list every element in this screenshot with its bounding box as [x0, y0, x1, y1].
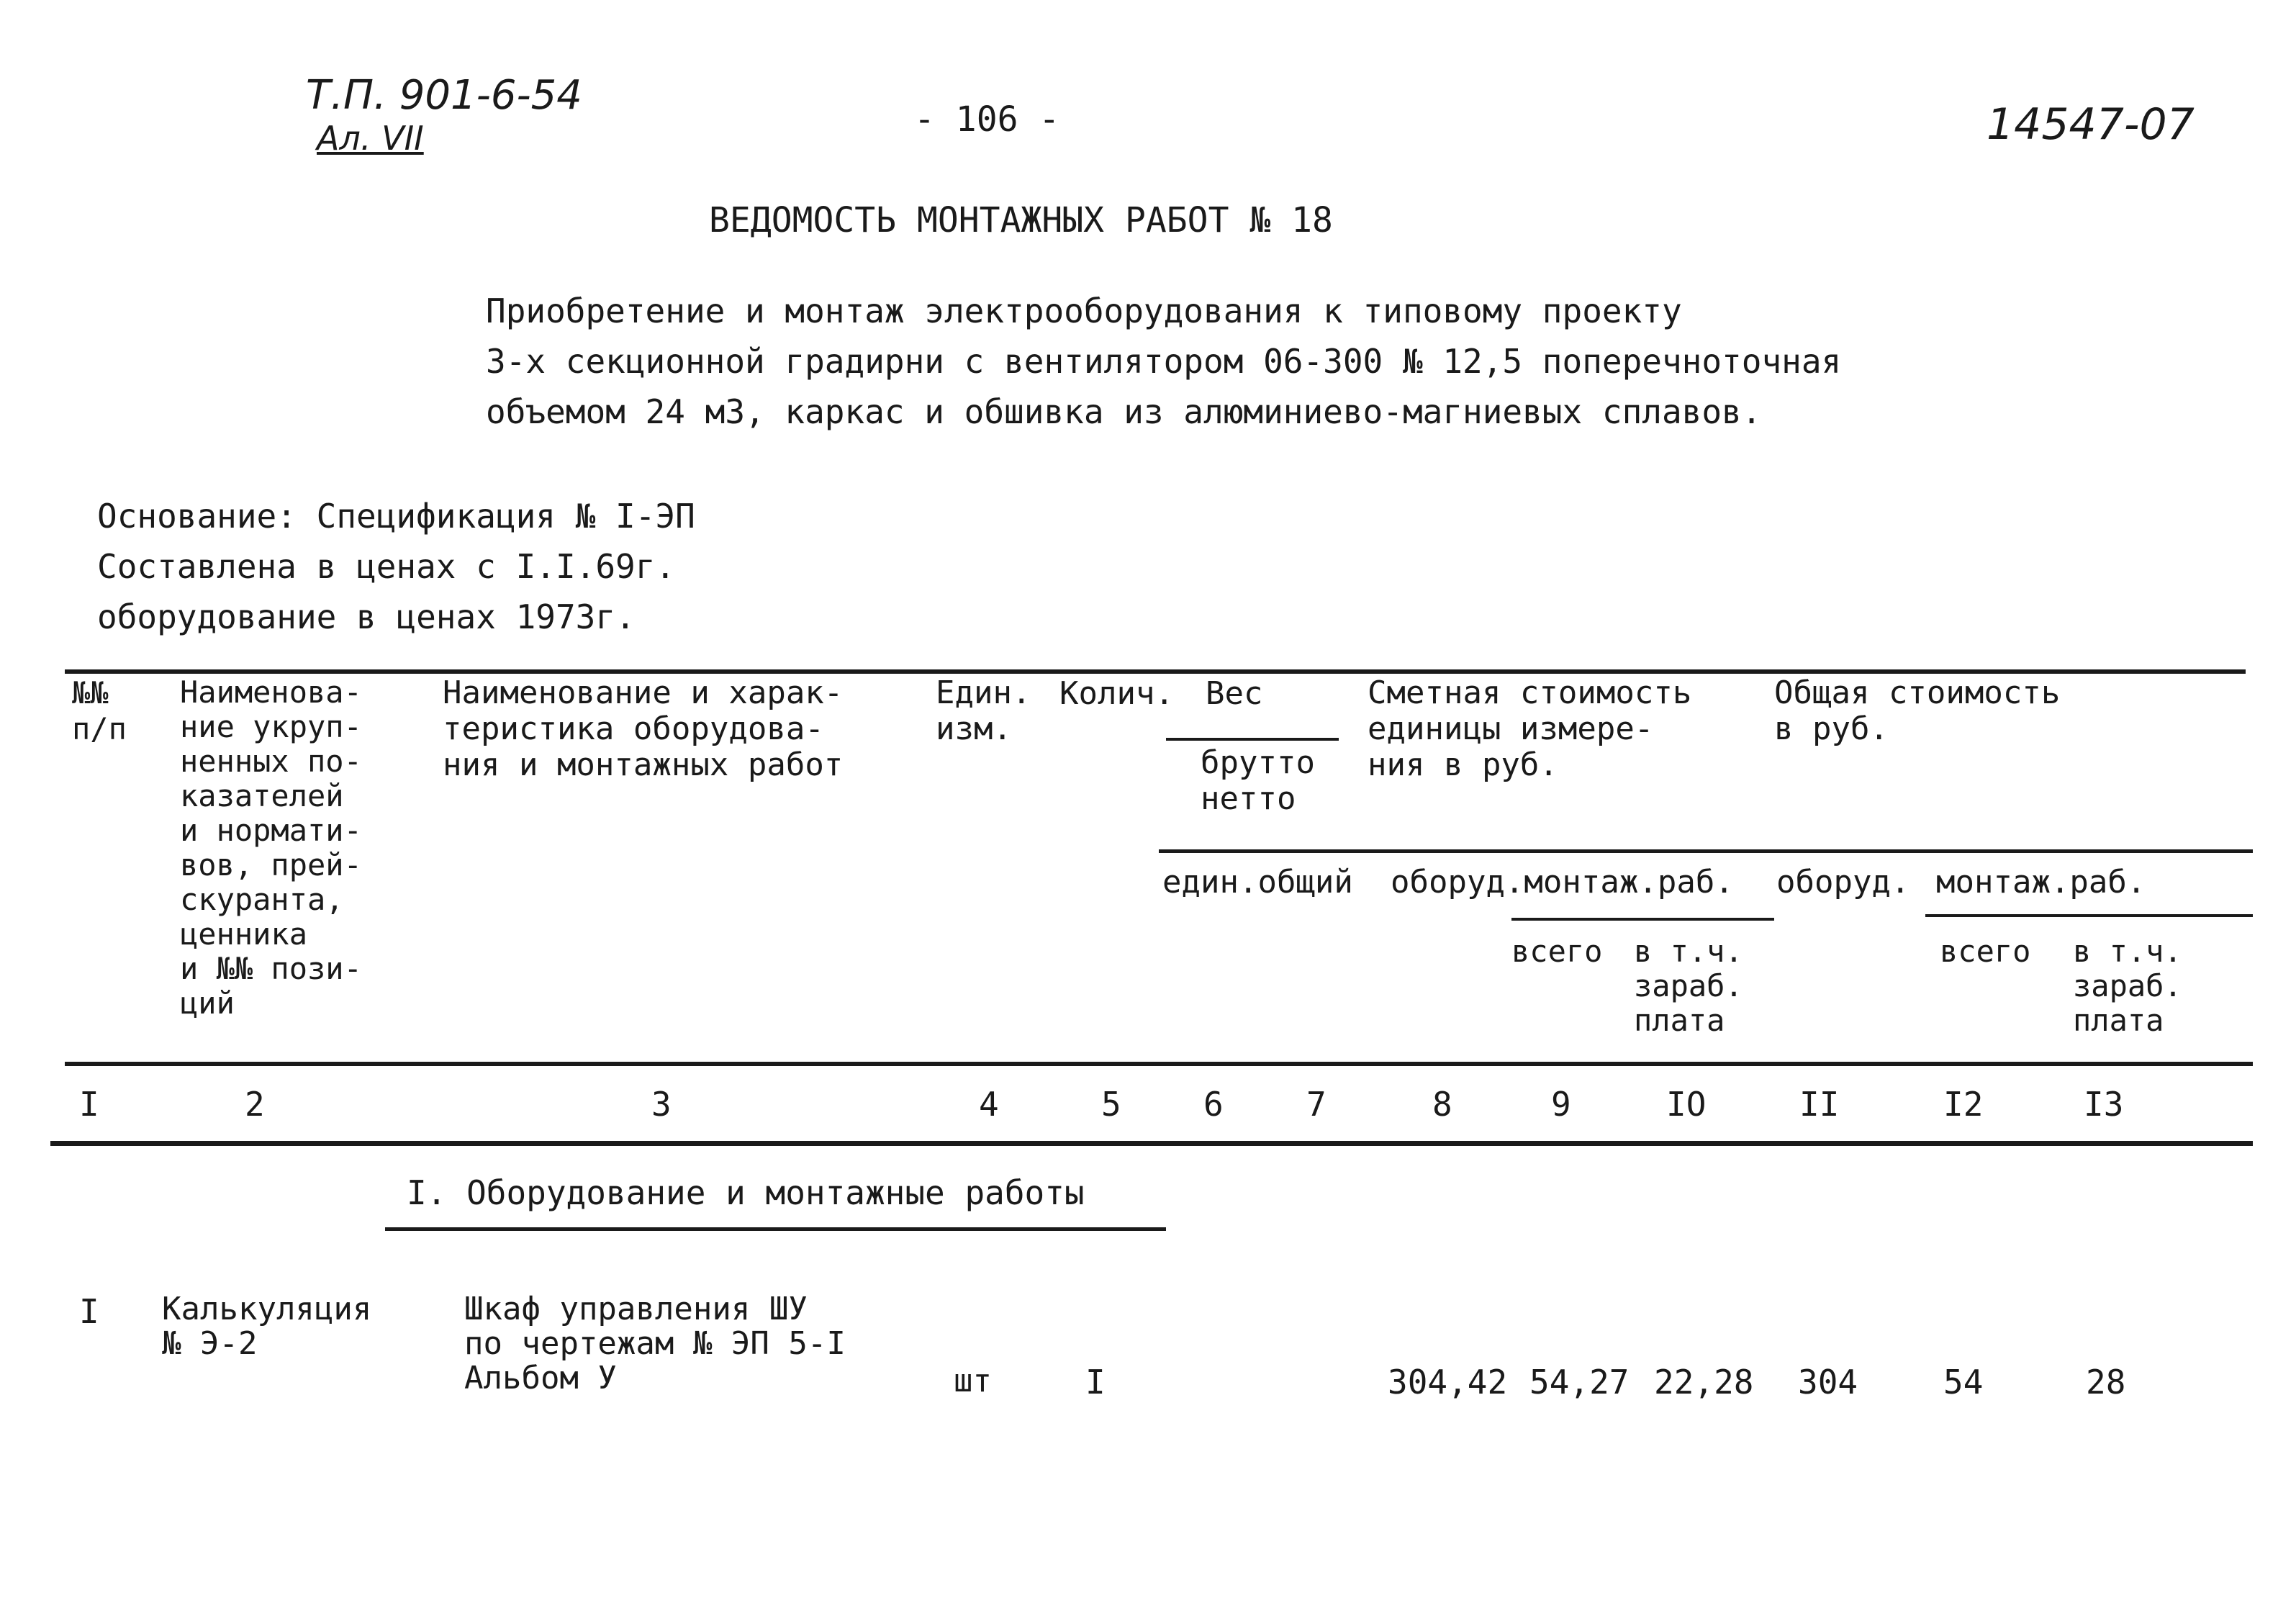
- description-line-1: Приобретение и монтаж электрооборудования к типовому проекту: [486, 292, 1682, 330]
- description-line-2: 3-х секционной градирни с вентилятором 06-300 № 12,5 поперечноточная: [486, 342, 1842, 381]
- header-total-equipment: оборуд.: [1776, 864, 1910, 900]
- header-number: №№ п/п: [72, 675, 127, 746]
- section-underline: [385, 1227, 1166, 1231]
- header-unit-mount-all: всего: [1511, 934, 1603, 969]
- row-equipment-name: Шкаф управления ШУ по чертежам № ЭП 5-I Альбом У: [464, 1291, 846, 1396]
- row-calculation: Калькуляция № Э-2: [162, 1291, 372, 1362]
- row-total-equipment: 304: [1798, 1363, 1858, 1401]
- total-mount-rule: [1925, 914, 2253, 917]
- row-unit: шт: [954, 1363, 992, 1399]
- row-unit-equipment-cost: 304,42: [1388, 1363, 1508, 1401]
- column-number-1: I: [79, 1085, 99, 1124]
- section-title: I. Оборудование и монтажные работы: [407, 1173, 1085, 1212]
- column-number-6: 6: [1203, 1085, 1224, 1124]
- header-weight-split: един.общий: [1162, 864, 1353, 900]
- column-number-rule: [50, 1141, 2253, 1146]
- header-total-mount-all: всего: [1940, 934, 2031, 969]
- header-weight: Вес: [1206, 675, 1263, 712]
- column-number-12: I2: [1943, 1085, 1984, 1124]
- basis-line-1: Основание: Спецификация № I-ЭП: [97, 497, 695, 536]
- row-unit-mount-wage: 22,28: [1654, 1363, 1754, 1401]
- column-number-8: 8: [1432, 1085, 1452, 1124]
- subheader-rule: [1159, 849, 2253, 853]
- row-total-mount-wage: 28: [2086, 1363, 2126, 1401]
- description-line-3: объемом 24 м3, каркас и обшивка из алюминиево-магниевых сплавов.: [486, 392, 1762, 431]
- project-code: Т.П. 901-6-54: [306, 72, 582, 119]
- column-number-3: 3: [651, 1085, 672, 1124]
- header-quantity: Колич.: [1059, 675, 1174, 712]
- page-title: ВЕДОМОСТЬ МОНТАЖНЫХ РАБОТ № 18: [709, 200, 1333, 240]
- header-unit-cost-split: оборуд.монтаж.раб.: [1391, 864, 1734, 900]
- column-number-11: II: [1799, 1085, 1840, 1124]
- column-number-4: 4: [979, 1085, 999, 1124]
- weight-sub-rule: [1166, 738, 1339, 741]
- album-number: Ал. VII: [317, 119, 424, 158]
- column-number-5: 5: [1101, 1085, 1121, 1124]
- header-unit-cost: Сметная стоимость единицы измере- ния в руб.: [1368, 674, 1692, 783]
- row-quantity: I: [1085, 1363, 1106, 1401]
- column-number-9: 9: [1551, 1085, 1571, 1124]
- header-total-mount-wage: в т.ч. зараб. плата: [2073, 934, 2182, 1038]
- column-number-2: 2: [245, 1085, 265, 1124]
- header-bottom-rule: [65, 1062, 2253, 1066]
- row-total-mount-all: 54: [1943, 1363, 1984, 1401]
- column-number-7: 7: [1306, 1085, 1326, 1124]
- header-unit: Един. изм.: [936, 674, 1031, 747]
- header-unit-mount-wage: в т.ч. зараб. плата: [1634, 934, 1743, 1038]
- row-number: I: [79, 1292, 99, 1331]
- page-number: - 106 -: [914, 99, 1060, 140]
- basis-line-3: оборудование в ценах 1973г.: [97, 597, 636, 636]
- table-top-rule: [65, 669, 2246, 674]
- row-unit-mount-all: 54,27: [1529, 1363, 1630, 1401]
- header-equipment-name: Наименование и харак- теристика оборудова- ния и монтажных работ: [443, 674, 844, 783]
- header-total-cost: Общая стоимость в руб.: [1774, 674, 2061, 747]
- column-number-10: IO: [1666, 1085, 1707, 1124]
- header-weight-gross-net: брутто нетто: [1201, 744, 1315, 817]
- document-code: 14547-07: [1987, 99, 2195, 150]
- header-total-mounting: монтаж.раб.: [1936, 864, 2146, 900]
- basis-line-2: Составлена в ценах с I.I.69г.: [97, 547, 676, 586]
- column-number-13: I3: [2084, 1085, 2124, 1124]
- header-indicators: Наименова- ние укруп- ненных по- казателей и нормати- вов, прей- скуранта, ценника и №№ пози- ций: [180, 674, 362, 1021]
- unit-mount-rule: [1511, 918, 1774, 921]
